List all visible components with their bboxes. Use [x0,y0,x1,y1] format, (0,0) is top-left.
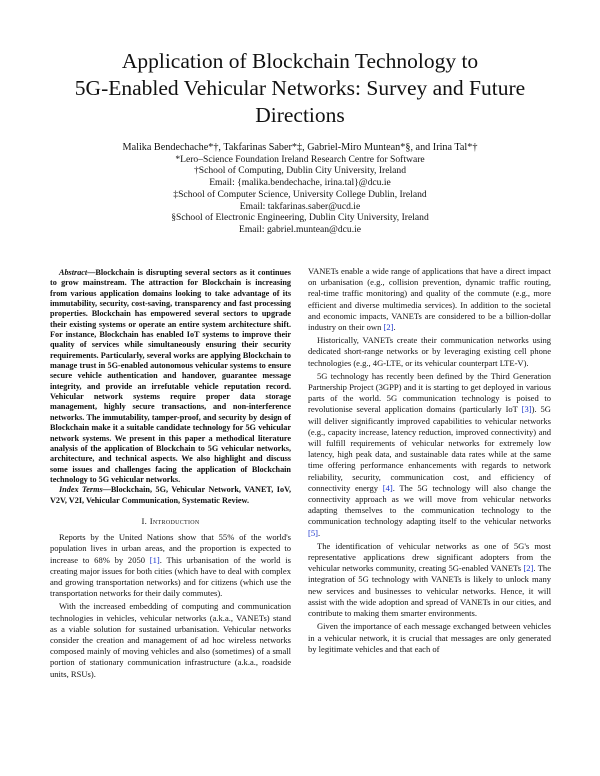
index-terms [50,485,291,506]
citation-link[interactable]: [4] [382,482,393,493]
affiliation-lero: *Lero–Science Foundation Ireland Research Centre for Software [175,153,425,165]
citation-link[interactable]: [3] [521,404,532,415]
citation-link[interactable]: [5] [308,527,318,538]
citation-link[interactable]: [1] [149,554,160,565]
intro-paragraph-4: Historically, VANETs create their communication networks using dedicated short-range networks or by leveraging existing cell phone technologies (e.g., 4G-LTE, or its vehicular counterpart LTE-V). [308,335,551,368]
intro-paragraph-2: With the increased embedding of computing and communication technologies in vehicles, vehicular networks (a.k.a., VANETs) stand as a viable solution for sustained urbanisation. Vehicular networks consider the creation and management of ad hoc wireless networks composed mainly of moving vehicles and also (sometimes) of a small portion of stationary communication infrastructure (a.k.a., roadside units, RSUs). [50,601,291,679]
abstract [50,268,291,485]
email-dcu-engineering: Email: gabriel.muntean@dcu.ie [238,223,362,235]
affiliation-ucd: ‡School of Computer Science, University College Dublin, Ireland [173,188,427,200]
text-run: . This urbanisation of the world is creating major issues for both cities (which have to deal with complex and growing transportation networks) and for citizens (which use the transportation networks for their daily commutes). [50,554,291,599]
text-run: . The 5G technology will also change the connectivity approach as we will move from vehicular networks adapting themselves to the communication technology to the communication technology adapting itself to the vehicular networks [308,482,551,527]
right-column [308,266,551,657]
text-run: . [317,527,321,538]
paper-title [40,48,560,129]
text-run: VANETs enable a wide range of applications that have a direct impact on urbanisation (e.g., collision prevention, dynamic traffic routing, real-time traffic monitoring) and quality of the commute (e.g., more efficient and diverse multimedia services). In addition to the societal and economic impacts, VANETs are considered to be a billion-dollar industry on their own [308,266,551,333]
citation-link[interactable]: [2] [383,322,394,333]
email-dcu: Email: {malika.bendechache, irina.tal}@dcu.ie [209,177,391,189]
section-heading [50,516,291,527]
left-column [50,268,291,682]
intro-paragraph-6 [308,541,551,619]
title-line-2: 5G-Enabled Vehicular Networks: Survey and Future [74,76,526,100]
intro-paragraph-3 [308,266,551,333]
text-run: . The integration of 5G technology with VANETs is likely to unlock many new services and businesses to vehicular networks. Hence, it will assist with the wide adoption and spread of VANETs in our cities, and contribute to making them smarter environments. [308,563,551,619]
title-line-3: Directions [255,103,345,127]
index-terms-text: —Blockchain, 5G, Vehicular Network, VANET, IoV, V2V, V2I, Vehicular Communication, Systematic Review. [50,485,291,505]
text-run: Reports by the United Nations show that 55% of the world's population lives in urban areas, and the proportion is expected to increase to 68% by 2050 [50,532,291,565]
section-number: I. [141,515,148,526]
abstract-text: —Blockchain is disrupting several sectors as it continues to grow mainstream. The attraction for Blockchain is increasing from various application domains looking to take advantage of its immutability, security, cost-saving, transparency and fast processing properties. Blockchain has empowered several sectors to upgrade their existing systems or operate an entire system architecture shift. For instance, Blockchain has enabled IoT systems to improve their quality of services while simultaneously ensuring their security requirements. Particularly, several works are applying Blockchain to manage trust in 5G-enabled autonomous vehicular systems to ensure secure vehicle authentication and handover, guarantee message integrity, and provide an irrefutable vehicle reputation record. Vehicular network systems require proper data storage management, highly secure transactions, and non-interference networks. The immutability, tamper-proof, and security by design of Blockchain make it a suitable candidate technology for 5G vehicular network systems. We present in this paper a methodical literature analysis of the application of Blockchain to 5G vehicular networks, architecture, and technical aspects. We also highlight and discuss some issues and challenges facing the application of Blockchain technology to 5G vehicular networks. [50,268,291,484]
affiliation-dcu-computing: †School of Computing, Dublin City University, Ireland [193,165,407,177]
text-run: 5G technology has recently been defined by the Third Generation Partnership Project (3GPP) and it is starting to get deployed in various parts of the world. 5G communication technology is poised to revolutionise several application domains (particularly IoT [308,370,551,415]
author-names: Malika Bendechache*†, Takfarinas Saber*‡, Gabriel-Miro Muntean*§, and Irina Tal*† [122,142,478,153]
abstract-label: Abstract [59,268,88,277]
text-run: . [393,322,396,333]
author-block [30,142,570,236]
index-terms-label: Index Terms [59,485,103,495]
affiliation-dcu-engineering: §School of Electronic Engineering, Dublin City University, Ireland [171,212,429,224]
intro-paragraph-5 [308,371,551,539]
citation-link[interactable]: [2] [523,563,534,574]
intro-paragraph-7: Given the importance of each message exchanged between vehicles in a vehicular network, it is crucial that messages are only generated by legitimate vehicles and that each of [308,621,551,654]
email-ucd: Email: takfarinas.saber@ucd.ie [239,200,361,212]
text-run: The identification of vehicular networks as one of 5G's most representative applications drew significant adopters from the vehicular networks community, creating 5G-enabled VANETs [308,540,551,574]
text-run: ). 5G will deliver significantly improved capabilities to vehicular networks (e.g., capacity increase, latency reduction, improved connectivity) and will fulfill requirements of vehicular networks for extremely low latency, high peak data, and sustainable data rates while at the same time offering performance enhancements with regards to network reliability, security, communication cost, and efficiency of connectivity energy [308,404,551,493]
section-title: Introduction [149,515,200,526]
title-line-1: Application of Blockchain Technology to [121,49,479,73]
intro-paragraph-1 [50,532,291,599]
